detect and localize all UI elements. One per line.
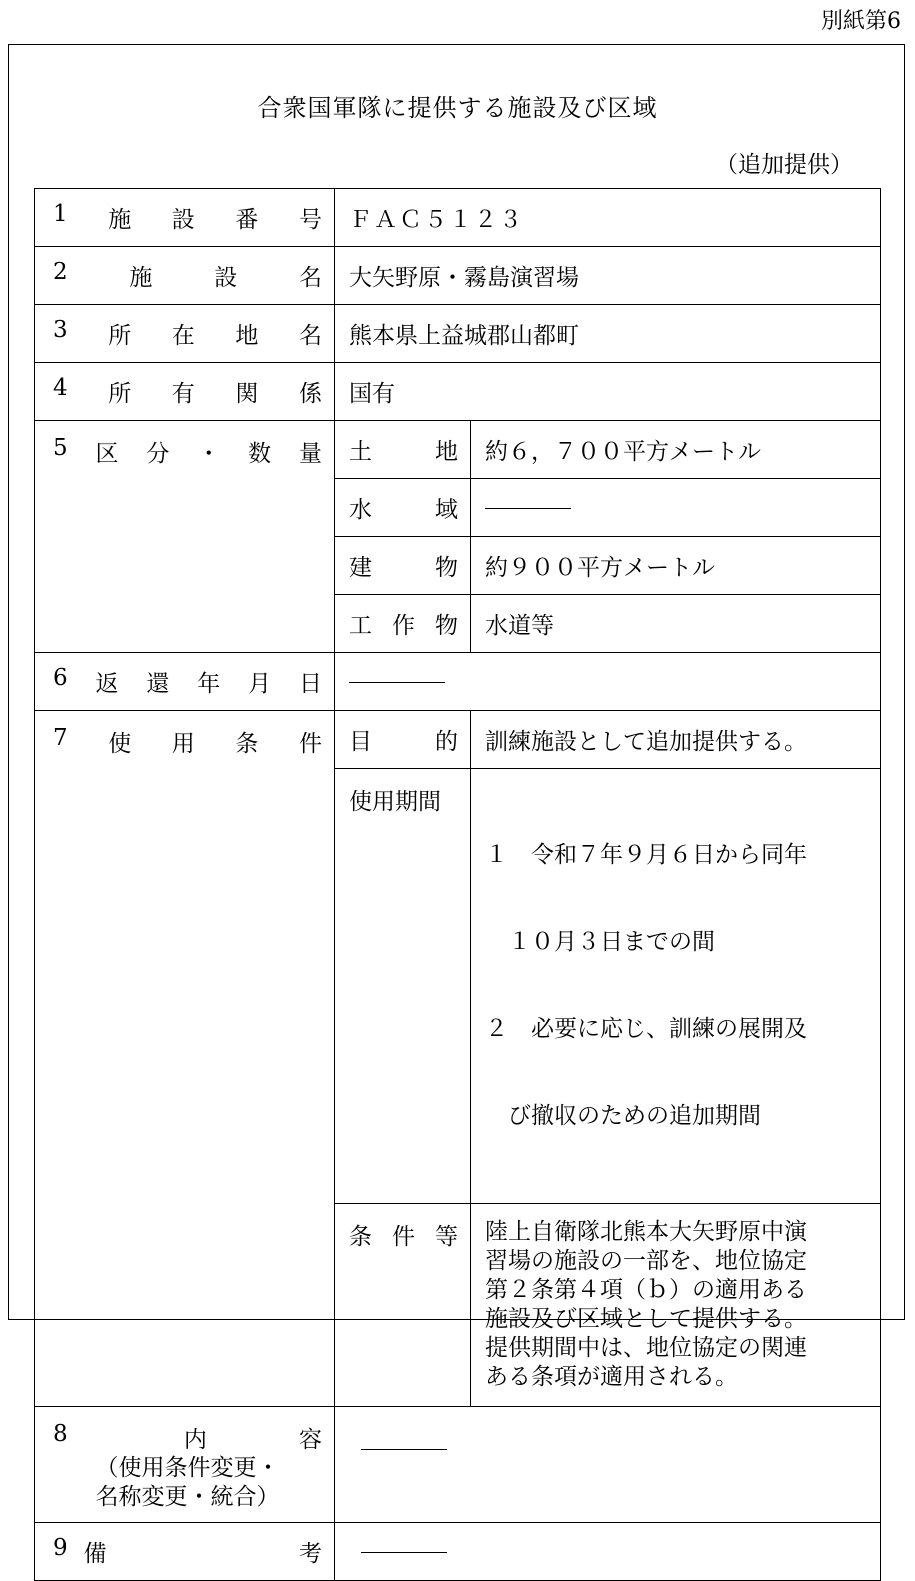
sublabel-purpose: 目 的 <box>335 711 471 769</box>
value-buildings: 約９００平方メートル <box>471 537 881 595</box>
label-remarks: 9 備 考 <box>35 1523 335 1581</box>
value-water-area <box>471 479 881 537</box>
value-usage-period: １ 令和７年９月６日から同年 １０月３日までの間 ２ 必要に応じ、訓練の展開及 び撤収のための追加期間 <box>471 769 881 1204</box>
sublabel-structures: 工 作 物 <box>335 595 471 653</box>
sublabel-land: 土 地 <box>335 421 471 479</box>
value-remarks <box>335 1523 881 1581</box>
value-land: 約６，７００平方メートル <box>471 421 881 479</box>
row-ownership <box>35 363 881 421</box>
sublabel-usage-period: 使用期間 <box>335 769 471 1204</box>
label-ownership: 4 所 有 関 係 <box>35 363 335 421</box>
label-location: 3 所 在 地 名 <box>35 305 335 363</box>
value-contents <box>335 1407 881 1523</box>
document-subtitle: （追加提供） <box>715 152 853 178</box>
value-location: 熊本県上益城郡山都町 <box>335 305 881 363</box>
row-location <box>35 305 881 363</box>
value-facility-name: 大矢野原・霧島演習場 <box>335 247 881 305</box>
row-return-date <box>35 653 881 711</box>
row-land <box>35 421 881 479</box>
label-facility-name: 2 施 設 名 <box>35 247 335 305</box>
annex-label: 別紙第6 <box>821 9 901 34</box>
row-remarks <box>35 1523 881 1581</box>
row-facility-number <box>35 189 881 247</box>
row-purpose <box>35 711 881 769</box>
sublabel-buildings: 建 物 <box>335 537 471 595</box>
label-return-date: 6 返 還 年 月 日 <box>35 653 335 711</box>
sublabel-water-area: 水 域 <box>335 479 471 537</box>
dash-none <box>361 1552 447 1553</box>
value-return-date <box>335 653 881 711</box>
value-structures: 水道等 <box>471 595 881 653</box>
label-usage-conditions: 7 使 用 条 件 <box>35 711 335 1407</box>
label-category-quantity: 5 区 分 ・ 数 量 <box>35 421 335 653</box>
document-title: 合衆国軍隊に提供する施設及び区域 <box>257 94 658 122</box>
value-facility-number: ＦＡＣ５１２３ <box>335 189 881 247</box>
dash-none <box>485 508 571 509</box>
value-ownership: 国有 <box>335 363 881 421</box>
label-facility-number: 1 施 設 番 号 <box>35 189 335 247</box>
sublabel-conditions: 条 件 等 <box>335 1204 471 1407</box>
row-facility-name <box>35 247 881 305</box>
dash-none <box>361 1449 447 1450</box>
value-purpose: 訓練施設として追加提供する。 <box>471 711 881 769</box>
facility-table <box>34 188 881 1581</box>
label-contents: 8 内 容 （使用条件変更・ 名称変更・統合） <box>35 1407 335 1523</box>
row-contents <box>35 1407 881 1523</box>
value-conditions: 陸上自衛隊北熊本大矢野原中演 習場の施設の一部を、地位協定 第２条第４項（ｂ）の適用ある 施設及び区域として提供する。 提供期間中は、地位協定の関連 ある条項が適用される。 <box>471 1204 881 1407</box>
dash-none <box>349 682 445 683</box>
